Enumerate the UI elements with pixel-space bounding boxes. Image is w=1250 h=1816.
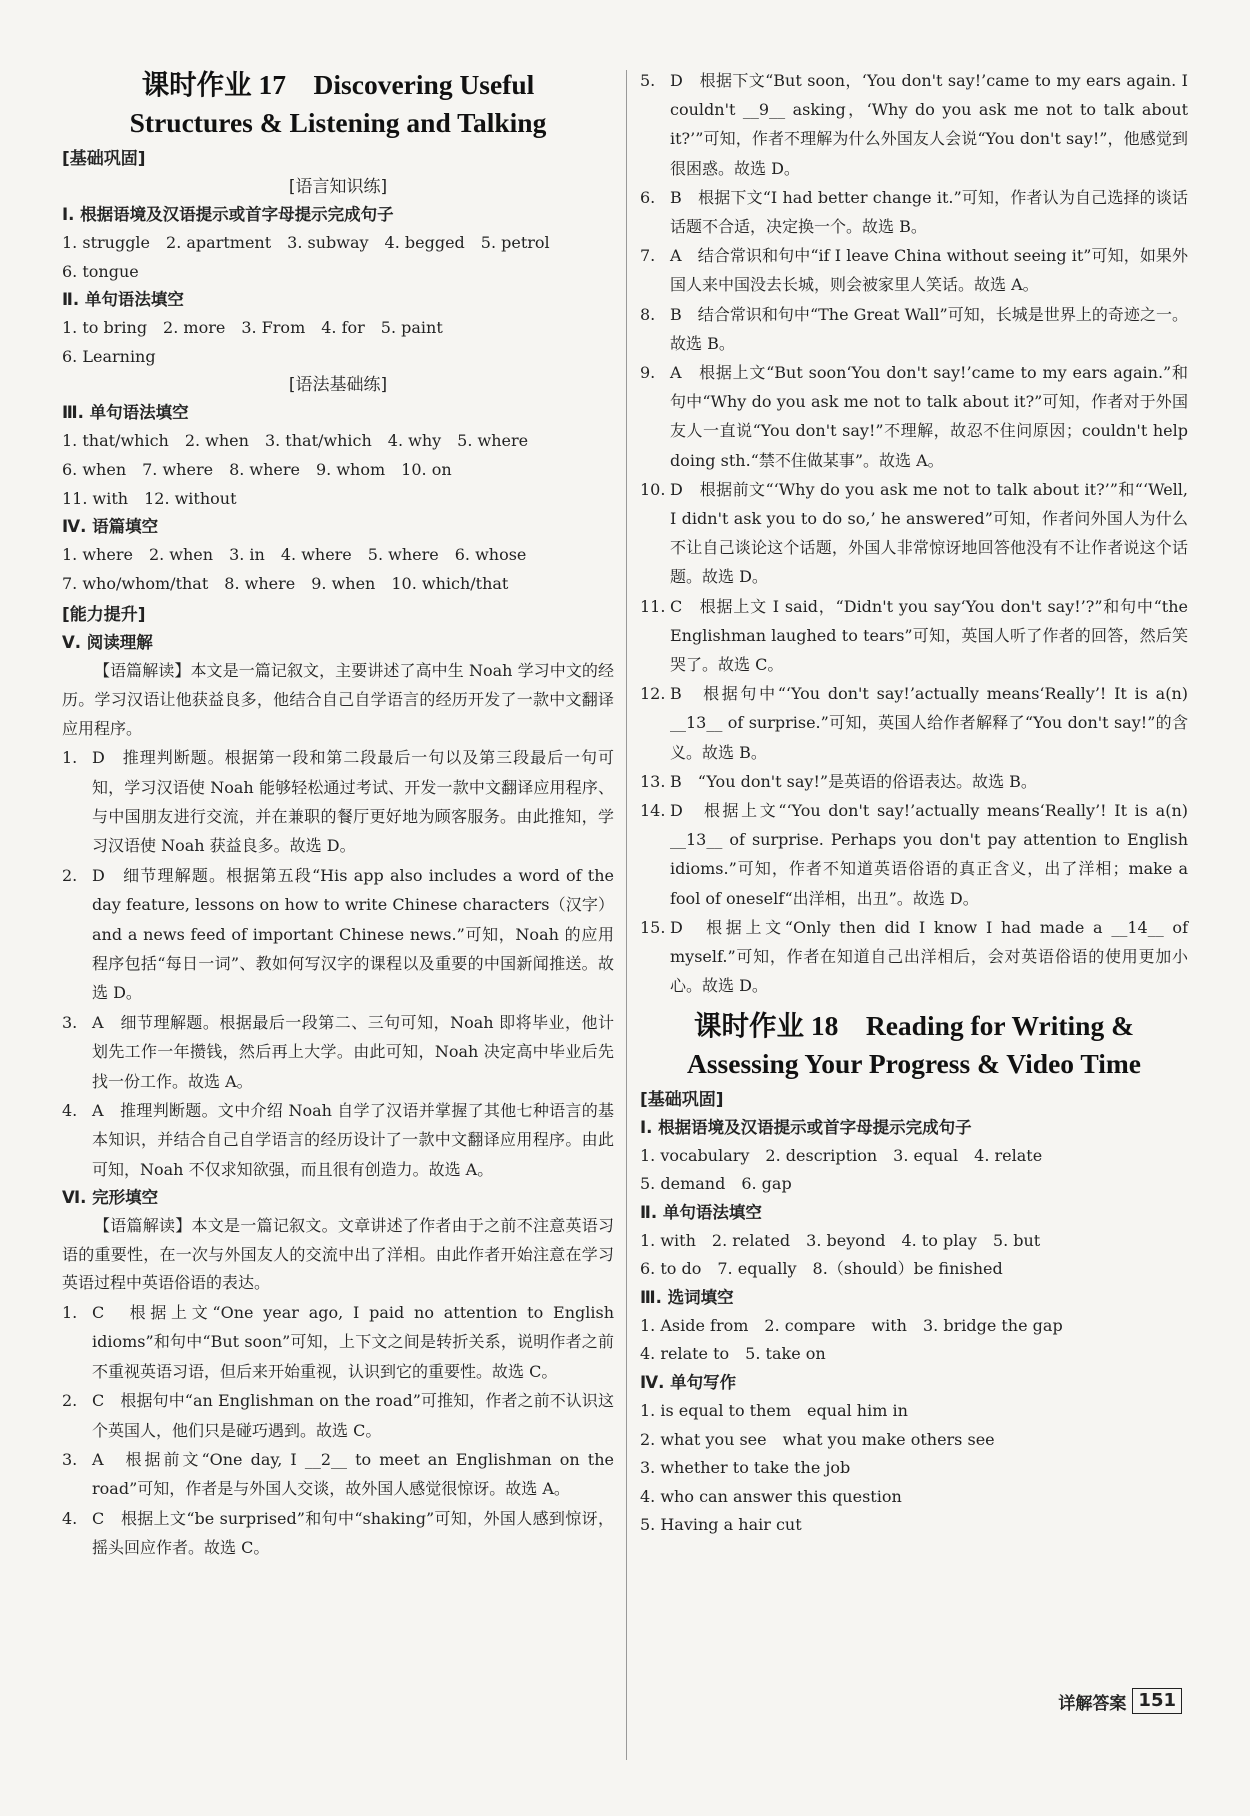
- item-text: B 根据下文“I had better change it.”可知，作者认为自己选择的谈话话题不合适，决定换一个。故选 B。: [670, 187, 1188, 237]
- title-line-1: 课时作业 18 Reading for Writing &: [693, 1009, 1134, 1041]
- heading-part-1: Ⅰ. 根据语境及汉语提示或首字母提示完成句子: [62, 205, 394, 224]
- heading-part-4: Ⅳ. 语篇填空: [62, 517, 159, 537]
- passage-analysis: 【语篇解读】本文是一篇记叙文。文章讲述了作者由于之前不注意英语习语的重要性，在一次与外国友人的交流中出了洋相。由此作者开始注意在学习英语过程中英语俗语的表达。: [62, 1216, 614, 1293]
- item-text: C 根据上文 I said，“Didn't you say‘You don't say!’?”和句中“the Englishman laughed to tears”可知，英国人听了作者的回答，然后笑哭了。故选 C。: [670, 596, 1188, 675]
- item-number: 9.: [640, 363, 656, 383]
- explanation-item: [62, 1298, 614, 1386]
- answer-line: 1. where 2. when 3. in 4. where 5. where 6. whose: [62, 545, 527, 565]
- answer-line: 1. with 2. related 3. beyond 4. to play 5. but: [640, 1230, 1041, 1250]
- lesson-18-title: [640, 1007, 1188, 1083]
- explanation-item: [62, 743, 614, 861]
- item-number: 3.: [62, 1012, 78, 1032]
- item-number: 10.: [640, 479, 666, 499]
- item-number: 8.: [640, 304, 656, 324]
- item-text: A 推理判断题。文中介绍 Noah 自学了汉语并掌握了其他七种语言的基本知识，并结合自己自学语言的经历设计了一款中文翻译应用程序。由此可知，Noah 不仅求知欲强，而且很有创造力。故选 A。: [92, 1101, 614, 1179]
- explanation-item: [62, 861, 614, 1008]
- answer-line: 4. who can answer this question: [640, 1486, 902, 1506]
- item-text: A 根据上文“But soon‘You don't say!’came to my ears again.”和句中“Why do you ask me not to talk about it?”可知，作者对于外国友人一直说“You don't say!”不理解，故忍不住问原因；couldn't help doing sth.“禁不住做某事”。故选 A。: [670, 363, 1188, 470]
- item-text: C 根据句中“an Englishman on the road”可推知，作者之前不认识这个英国人，他们只是碰巧遇到。故选 C。: [92, 1391, 614, 1440]
- explanation-item: [62, 1445, 614, 1504]
- item-number: 2.: [62, 1391, 78, 1411]
- item-text: A 细节理解题。根据最后一段第二、三句可知，Noah 即将毕业，他计划先工作一年攒钱，然后再上大学。由此可知，Noah 决定高中毕业后先找一份工作。故选 A。: [92, 1012, 614, 1091]
- item-number: 15.: [640, 917, 666, 937]
- answer-line: 1. Aside from 2. compare with 3. bridge the gap: [640, 1315, 1063, 1335]
- explanation-item: [640, 183, 1188, 241]
- section-improve: [能力提升]: [62, 605, 146, 626]
- item-number: 3.: [62, 1450, 78, 1470]
- answer-line: 1. to bring 2. more 3. From 4. for 5. paint: [62, 318, 443, 338]
- heading-part-5: Ⅴ. 阅读理解: [62, 633, 153, 653]
- heading-part-6: Ⅵ. 完形填空: [62, 1188, 159, 1208]
- lesson-17-title: [62, 66, 614, 142]
- answer-line: 1. struggle 2. apartment 3. subway 4. begged 5. petrol: [62, 233, 550, 252]
- explanation-item: [640, 241, 1188, 299]
- item-text: D 推理判断题。根据第一段和第二段最后一句以及第三段最后一句可知，学习汉语使 Noah 能够轻松通过考试、开发一款中文翻译应用程序、与中国朋友进行交流，并在兼职的餐厅更好地为顾客服务。由此推知，学习汉语使 Noah 获益良多。故选 D。: [92, 748, 614, 856]
- explanation-item: [640, 767, 1188, 796]
- footer-label: 详解答案: [1058, 1693, 1127, 1714]
- item-number: 4.: [62, 1101, 78, 1120]
- right-column: [640, 66, 1188, 1540]
- item-number: 1.: [62, 1303, 78, 1322]
- explanation-item: [640, 66, 1188, 183]
- answer-line: 5. Having a hair cut: [640, 1515, 802, 1535]
- heading-part-3: Ⅲ. 选词填空: [640, 1287, 734, 1307]
- answer-line: 6. Learning: [62, 346, 156, 366]
- item-number: 6.: [640, 187, 656, 207]
- explanation-item: [62, 1386, 614, 1445]
- left-column: [62, 66, 614, 1563]
- page-footer: [1058, 1688, 1182, 1714]
- item-text: A 结合常识和句中“if I leave China without seeing it”可知，如果外国人来中国没去长城，则会被家里人笑话。故选 A。: [670, 246, 1188, 295]
- item-number: 11.: [640, 596, 666, 616]
- item-text: D 根据前文“‘Why do you ask me not to talk about it?’”和“‘Well, I didn't ask you to do so,’ he answered”可知，作者问外国人为什么不让自己谈论这个话题，外国人非常惊讶地回答他没有不让作者说这个话题。故选 D。: [670, 479, 1188, 587]
- explanation-item: [640, 475, 1188, 592]
- item-number: 1.: [62, 748, 78, 768]
- title-line-1: 课时作业 17 Discovering Useful: [141, 69, 535, 100]
- heading-part-2: Ⅱ. 单句语法填空: [640, 1202, 762, 1222]
- answer-line: 6. to do 7. equally 8.（should）be finished: [640, 1259, 1003, 1279]
- item-text: B 结合常识和句中“The Great Wall”可知，长城是世界上的奇迹之一。故选 B。: [670, 304, 1188, 353]
- explanation-item: [62, 1008, 614, 1096]
- answer-line: 1. is equal to them equal him in: [640, 1401, 908, 1421]
- heading-part-2: Ⅱ. 单句语法填空: [62, 290, 184, 310]
- item-text: B “You don't say!”是英语的俗语表达。故选 B。: [670, 771, 1037, 791]
- item-number: 5.: [640, 71, 656, 90]
- item-text: D 根据上文“‘You don't say!’actually means‘Really’! It is a(n) __13__ of surprise. Perhaps you don't pay attention to English idioms.”可知，作者不知道英语俗语的真正含义，出了洋相；make a fool of oneself“出洋相，出丑”。故选 D。: [670, 801, 1188, 908]
- explanation-item: [640, 913, 1188, 1001]
- explanation-item: [640, 592, 1188, 680]
- passage-analysis: 【语篇解读】本文是一篇记叙文，主要讲述了高中生 Noah 学习中文的经历。学习汉语让他获益良多，他结合自己自学语言的经历开发了一款中文翻译应用程序。: [62, 661, 614, 738]
- explanation-item: [62, 1504, 614, 1563]
- item-number: 7.: [640, 246, 656, 266]
- explanation-item: [640, 679, 1188, 767]
- page-number: 151: [1132, 1688, 1182, 1714]
- item-number: 12.: [640, 684, 666, 704]
- answer-line: 2. what you see what you make others see: [640, 1429, 995, 1449]
- column-divider: [626, 70, 627, 1760]
- item-text: D 根据上文“Only then did I know I had made a __14__ of myself.”可知，作者在知道自己出洋相后，会对英语俗语的使用更加小心。故选 D。: [670, 917, 1188, 996]
- answer-line: 4. relate to 5. take on: [640, 1344, 826, 1364]
- title-line-2: Structures & Listening and Talking: [129, 107, 547, 138]
- subsection-grammar: [语法基础练]: [288, 375, 388, 396]
- item-number: 13.: [640, 771, 666, 791]
- item-number: 14.: [640, 801, 666, 821]
- answer-line: 3. whether to take the job: [640, 1458, 851, 1478]
- subsection-language: [语言知识练]: [288, 177, 388, 197]
- explanation-item: [640, 300, 1188, 358]
- explanation-item: [640, 796, 1188, 913]
- answer-line: 11. with 12. without: [62, 488, 237, 508]
- answer-line: 1. vocabulary 2. description 3. equal 4. relate: [640, 1145, 1043, 1165]
- section-basic: [基础巩固]: [62, 149, 146, 169]
- answer-line: 7. who/whom/that 8. where 9. when 10. which/that: [62, 573, 509, 593]
- explanation-item: [62, 1096, 614, 1184]
- explanation-item: [640, 358, 1188, 475]
- answer-line: 6. when 7. where 8. where 9. whom 10. on: [62, 459, 452, 479]
- item-text: D 细节理解题。根据第五段“His app also includes a word of the day feature, lessons on how to write Chinese characters（汉字）and a news feed of important Chinese news.”可知，Noah 的应用程序包括“每日一词”、教如何写汉字的课程以及重要的中国新闻推送。故选 D。: [92, 865, 614, 1003]
- answer-line: 6. tongue: [62, 261, 139, 281]
- item-text: B 根据句中“‘You don't say!’actually means‘Really’! It is a(n) __13__ of surprise.”可知，英国人给作者解释了“You don't say!”的含义。故选 B。: [670, 684, 1188, 762]
- answer-line: 1. that/which 2. when 3. that/which 4. why 5. where: [62, 431, 529, 451]
- heading-part-3: Ⅲ. 单句语法填空: [62, 403, 189, 423]
- title-line-2: Assessing Your Progress & Video Time: [686, 1047, 1142, 1079]
- section-basic: [基础巩固]: [640, 1089, 724, 1110]
- item-number: 2.: [62, 865, 78, 885]
- item-text: C 根据上文“be surprised”和句中“shaking”可知，外国人感到惊讶，摇头回应作者。故选 C。: [92, 1508, 614, 1558]
- item-text: A 根据前文“One day, I __2__ to meet an Englishman on the road”可知，作者是与外国人交谈，故外国人感觉很惊讶。故选 A。: [92, 1450, 614, 1499]
- heading-part-1: Ⅰ. 根据语境及汉语提示或首字母提示完成句子: [640, 1117, 972, 1137]
- item-number: 4.: [62, 1508, 78, 1528]
- item-text: D 根据下文“But soon，‘You don't say!’came to my ears again. I couldn't __9__ asking，‘Why do you ask me not to talk about it?’”可知，作者不理解为什么外国友人会说“You don't say!”，他感觉到很困惑。故选 D。: [670, 71, 1188, 178]
- item-text: C 根据上文“One year ago, I paid no attention to English idioms”和句中“But soon”可知，上下文之间是转折关系，说明作者之前不重视英语习语，但后来开始重视，认识到它的重要性。故选 C。: [92, 1303, 614, 1381]
- answer-line: 5. demand 6. gap: [640, 1174, 792, 1194]
- heading-part-4: Ⅳ. 单句写作: [640, 1373, 737, 1393]
